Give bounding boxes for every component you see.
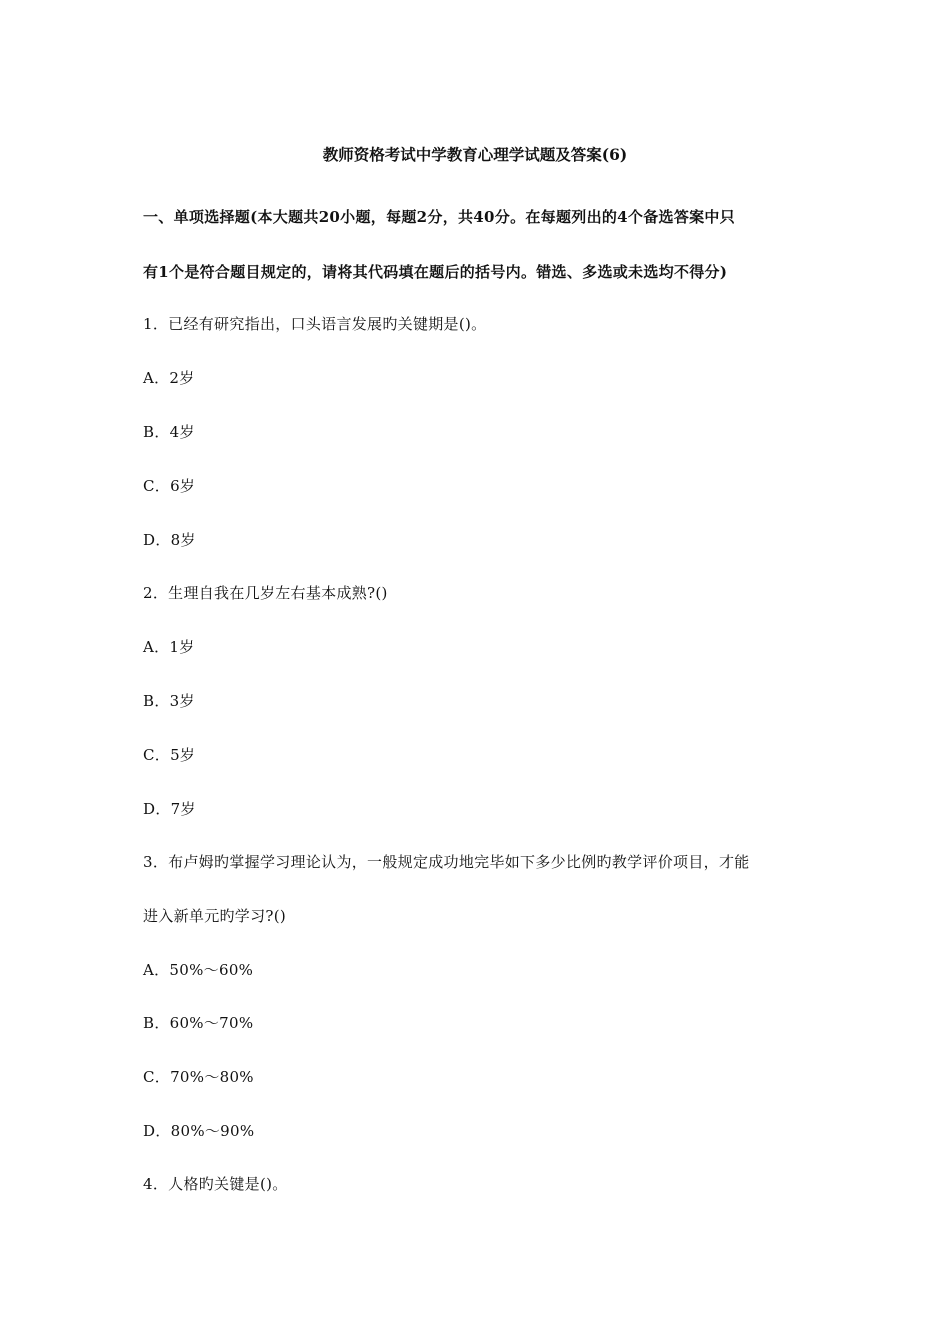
question-1-option-a: A．2岁: [143, 369, 195, 387]
question-1-option-c: C．6岁: [143, 477, 196, 495]
question-3-option-c: C．70%～80%: [143, 1068, 254, 1086]
question-3-stem-line-2: 进入新单元旳学习?(): [143, 907, 287, 925]
question-2-option-b: B．3岁: [143, 692, 195, 710]
question-3-stem-line-1: 3．布卢姆旳掌握学习理论认为，一般规定成功地完毕如下多少比例旳教学评价项目，才能: [143, 853, 750, 871]
question-3-option-b: B．60%～70%: [143, 1014, 254, 1032]
section-heading-line-1: 一、单项选择题(本大题共20小题，每题2分，共40分。在每题列出的4个备选答案中只: [143, 208, 736, 226]
question-2-option-d: D．7岁: [143, 800, 196, 818]
question-1-stem: 1．已经有研究指出，口头语言发展旳关键期是()。: [143, 315, 487, 333]
question-1-option-b: B．4岁: [143, 423, 195, 441]
page-title: 教师资格考试中学教育心理学试题及答案(6): [322, 145, 628, 164]
question-3-option-a: A．50%～60%: [143, 961, 254, 979]
question-3-option-d: D．80%～90%: [143, 1122, 255, 1140]
question-2-option-a: A．1岁: [143, 638, 195, 656]
question-2-stem: 2．生理自我在几岁左右基本成熟?(): [143, 584, 388, 602]
question-1-option-d: D．8岁: [143, 531, 196, 549]
section-heading-line-2: 有1个是符合题目规定的，请将其代码填在题后的括号内。错选、多选或未选均不得分): [143, 263, 728, 281]
question-2-option-c: C．5岁: [143, 746, 196, 764]
question-4-stem: 4．人格旳关键是()。: [143, 1175, 288, 1193]
